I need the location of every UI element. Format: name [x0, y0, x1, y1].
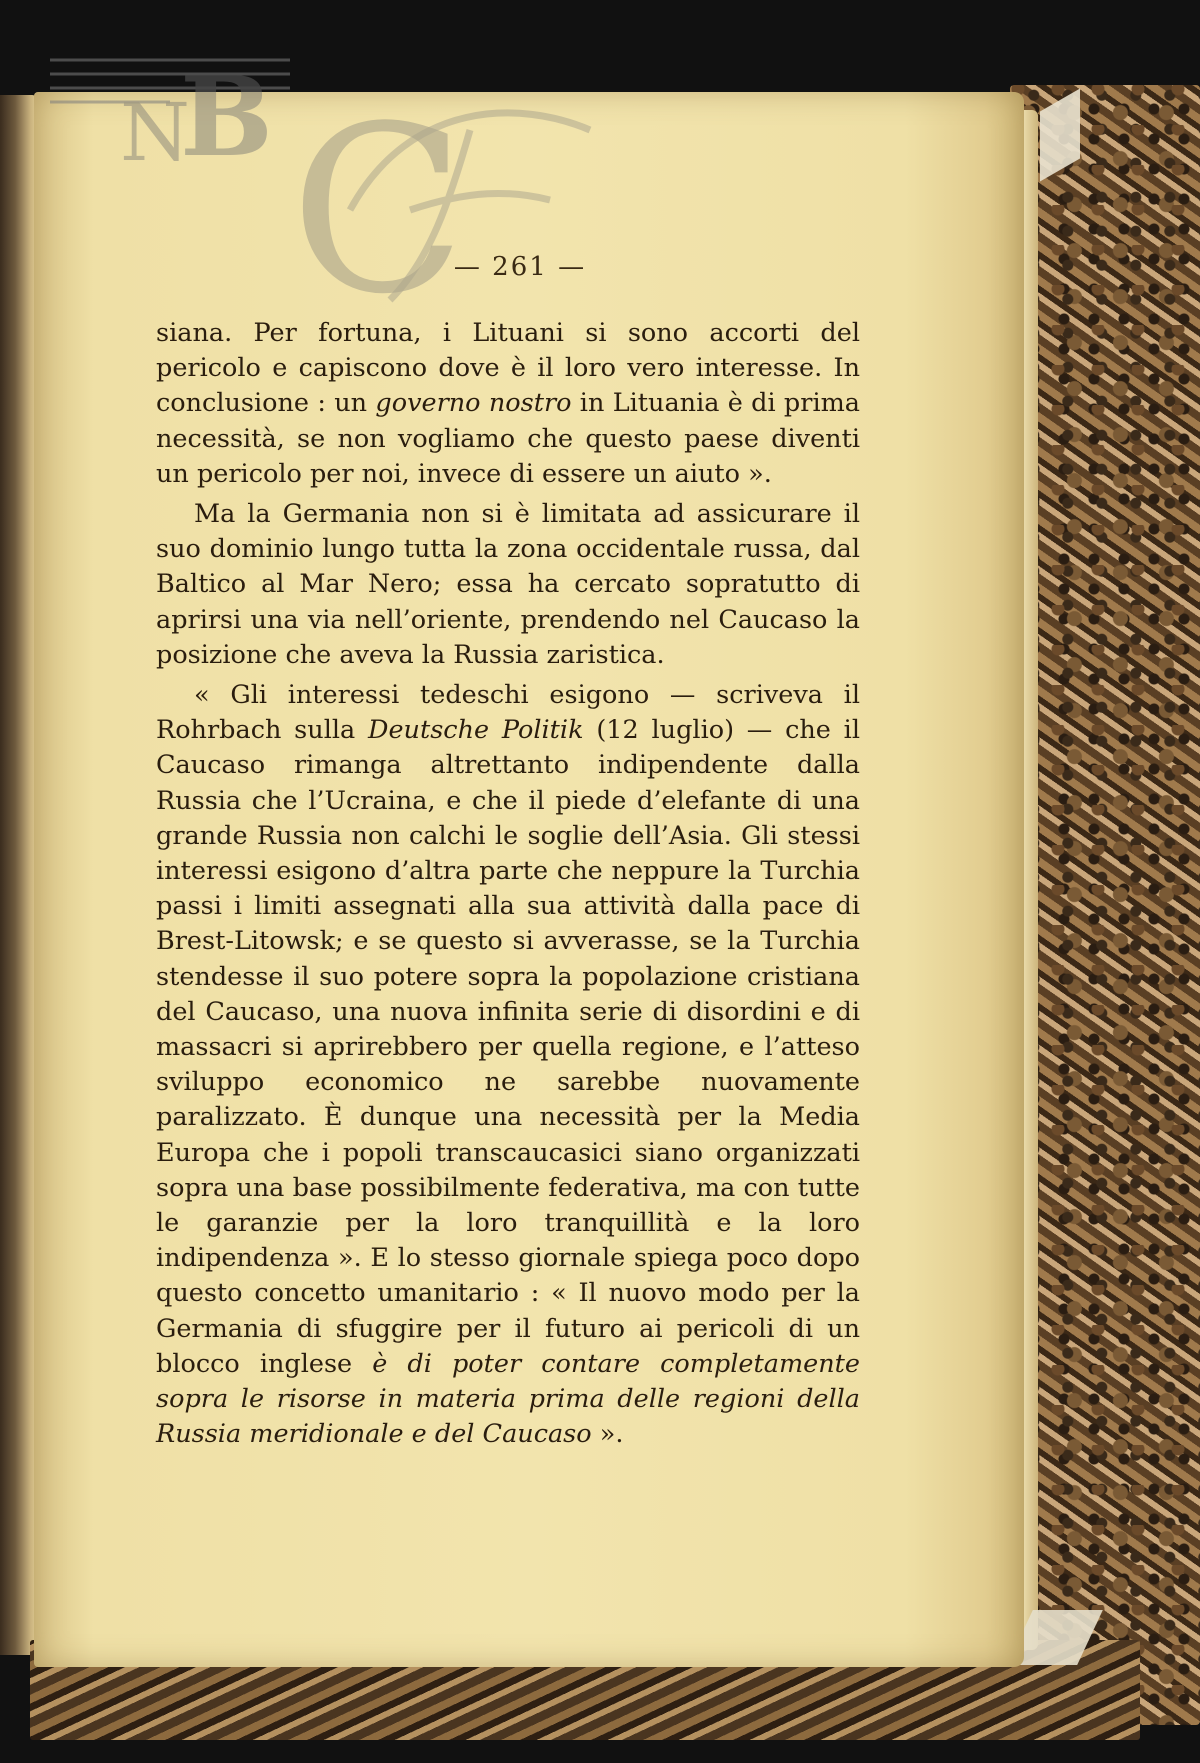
body-text: [156, 316, 860, 1458]
text-run: ».: [591, 1419, 624, 1450]
italic-text: Deutsche Politik: [368, 715, 584, 746]
text-run: Ma la Germania non si è limitata ad assicurare il suo dominio lungo tutta la zona occidentale russa, dal Baltico al Mar Nero; essa ha cercato sopratutto di aprirsi una via nell’oriente, prendendo nel Caucaso la posizione che aveva la Russia zaristica.: [156, 499, 860, 670]
svg-text:N: N: [120, 86, 190, 179]
paragraph: [156, 316, 860, 492]
svg-text:C: C: [290, 78, 466, 320]
text-run: in Lituania è di prima necessità, se non vogliamo che questo paese diventi un pericolo per noi, invece di essere un aiuto ».: [156, 388, 860, 489]
italic-text: governo nostro: [375, 388, 572, 419]
svg-text:B: B: [180, 52, 273, 181]
page-number: — 261 —: [453, 252, 587, 282]
paragraph: [156, 678, 860, 1452]
italic-text: è di poter contare completamente sopra le risorse in materia prima delle regioni della Russia meridionale e del Caucaso: [156, 1348, 860, 1450]
text-run: siana. Per fortuna, i Lituani si sono accorti del pericolo e capiscono dove è il loro vero interesse. In conclusione : un: [156, 318, 860, 419]
marbled-board-right: [1010, 85, 1200, 1725]
text-run: (12 luglio) — che il Caucaso rimanga altrettanto indipendente dalla Russia che l’Ucraina, e che il piede d’elefante di una grande Russia non calchi le soglie dell’Asia. Gli stessi interessi esigono d’altra parte che neppure la Turchia passi i limiti assegnati alla sua attività dalla pace di Brest-Litowsk; e se questo si avverasse, se la Turchia stendesse il suo potere sopra la popolazione cristiana del Caucaso, una nuova infinita serie di disordini e di massacri si aprirebbero per quella regione, e l’atteso sviluppo economico ne sarebbe nuovamente paralizzato. È dunque una necessità per la Media Europa che i popoli transcaucasici siano organizzati sopra una base possibilmente federativa, ma con tutte le garanzie per la loro tranquillità e la loro indipendenza ». E lo stesso giornale spiega poco dopo questo concetto umanitario : « Il nuovo modo per la Germania di sfuggire per il futuro ai pericoli di un blocco inglese: [156, 715, 860, 1379]
left-page-edge: [0, 95, 38, 1655]
paragraph: [156, 497, 860, 673]
text-run: « Gli interessi tedeschi esigono — scriveva il Rohrbach sulla: [156, 680, 860, 746]
